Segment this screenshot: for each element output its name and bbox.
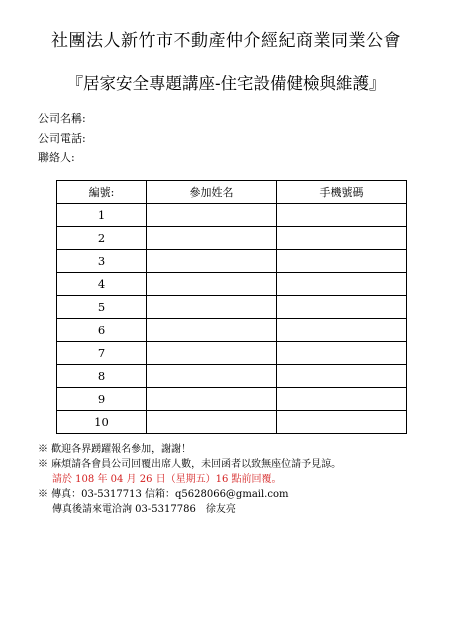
table-row (57, 204, 407, 227)
note-welcome: ※ 歡迎各界踴躍報名參加，謝謝！ (38, 444, 192, 455)
table-row (57, 388, 407, 411)
phone-cell[interactable] (277, 319, 407, 342)
table-row (57, 342, 407, 365)
phone-cell[interactable] (277, 273, 407, 296)
table-header-row (57, 181, 407, 204)
header-name: 參加姓名 (147, 181, 277, 204)
phone-cell[interactable] (277, 388, 407, 411)
phone-cell[interactable] (277, 250, 407, 273)
event-title: 『居家安全專題講座-住宅設備健檢與維護』 (66, 74, 386, 93)
name-cell[interactable] (147, 319, 277, 342)
notes (38, 442, 341, 517)
organization-title: 社團法人新竹市不動產仲介經紀商業同業公會 (51, 31, 401, 51)
row-number: 4 (57, 273, 147, 296)
row-number: 9 (57, 388, 147, 411)
table-row (57, 365, 407, 388)
row-number: 2 (57, 227, 147, 250)
company-info (38, 109, 86, 168)
note-deadline: 請於 108 年 04 月 26 日（星期五）16 點前回覆。 (52, 474, 282, 485)
phone-cell[interactable] (277, 227, 407, 250)
row-number: 5 (57, 296, 147, 319)
contact-label: 聯絡人: (38, 151, 75, 164)
name-cell[interactable] (147, 296, 277, 319)
phone-cell[interactable] (277, 342, 407, 365)
name-cell[interactable] (147, 250, 277, 273)
name-cell[interactable] (147, 273, 277, 296)
name-cell[interactable] (147, 388, 277, 411)
note-fax-email: ※ 傳真：03-5317713 信箱：q5628066@gmail.com (38, 489, 289, 500)
row-number: 10 (57, 411, 147, 434)
row-number: 7 (57, 342, 147, 365)
phone-cell[interactable] (277, 204, 407, 227)
table-row (57, 296, 407, 319)
name-cell[interactable] (147, 204, 277, 227)
row-number: 3 (57, 250, 147, 273)
phone-cell[interactable] (277, 411, 407, 434)
note-reply-request: ※ 麻煩請各會員公司回覆出席人數，未回函者以致無座位請予見諒。 (38, 459, 342, 470)
table-row (57, 411, 407, 434)
company-phone-label: 公司電話: (38, 131, 86, 145)
note-follow-up-call: 傳真後請來電洽詢 03-5317786 徐友亮 (52, 504, 236, 515)
company-name-label: 公司名稱: (38, 112, 86, 125)
phone-cell[interactable] (277, 365, 407, 388)
name-cell[interactable] (147, 342, 277, 365)
table-row (57, 250, 407, 273)
row-number: 1 (57, 204, 147, 227)
name-cell[interactable] (147, 365, 277, 388)
row-number: 6 (57, 319, 147, 342)
phone-cell[interactable] (277, 296, 407, 319)
row-number: 8 (57, 365, 147, 388)
header-number: 編號: (57, 181, 147, 204)
name-cell[interactable] (147, 227, 277, 250)
registration-table (56, 180, 407, 434)
table-row (57, 319, 407, 342)
name-cell[interactable] (147, 411, 277, 434)
table-row (57, 227, 407, 250)
table-row (57, 273, 407, 296)
header-phone: 手機號碼 (277, 181, 407, 204)
